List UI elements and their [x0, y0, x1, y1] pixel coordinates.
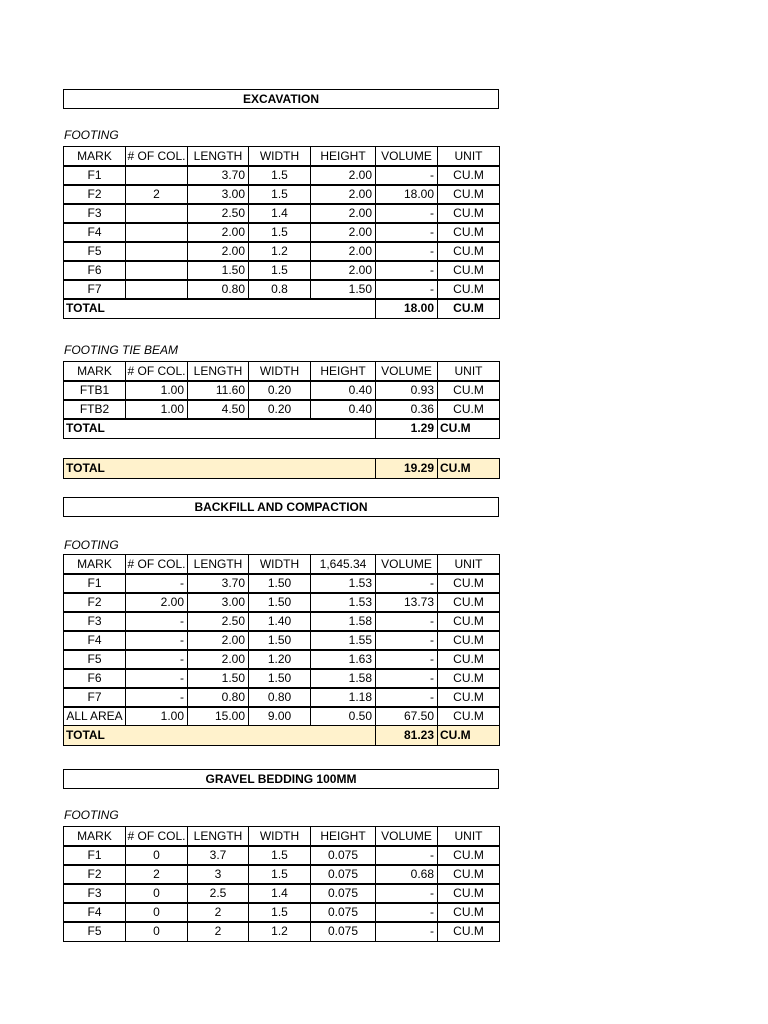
table-cell: CU.M [437, 592, 500, 613]
gravel-footing-label: FOOTING [64, 808, 119, 822]
table-cell [125, 165, 188, 186]
column-header: WIDTH [248, 361, 311, 382]
column-header: WIDTH [248, 826, 311, 847]
table-cell: 1.5 [248, 864, 311, 885]
column-header: HEIGHT [310, 146, 376, 167]
table-cell: F4 [63, 222, 126, 243]
table-cell: 1.50 [187, 668, 249, 689]
table-cell [125, 203, 188, 224]
table-cell: F3 [63, 883, 126, 904]
table-cell: 2.00 [310, 203, 376, 224]
table-cell: - [125, 687, 188, 708]
table-cell [125, 279, 188, 300]
column-header: MARK [63, 826, 126, 847]
table-cell: 0.50 [310, 706, 376, 727]
table-cell: 1.5 [248, 222, 311, 243]
column-header: HEIGHT [310, 361, 376, 382]
table-cell: 9.00 [248, 706, 311, 727]
table-cell: - [125, 573, 188, 594]
table-cell: 2 [187, 921, 249, 942]
table-cell: CU.M [437, 902, 500, 923]
table-cell: CU.M [437, 165, 500, 186]
table-cell: 2.50 [187, 203, 249, 224]
table-cell: 67.50 [375, 706, 438, 727]
total-unit: CU.M [437, 418, 500, 439]
table-cell: 0.8 [248, 279, 311, 300]
column-header: # OF COL. [125, 554, 188, 575]
table-cell: 1.5 [248, 260, 311, 281]
column-header: MARK [63, 554, 126, 575]
column-header: LENGTH [187, 361, 249, 382]
table-cell: 2.50 [187, 611, 249, 632]
table-cell: 0.075 [310, 902, 376, 923]
table-cell: F5 [63, 921, 126, 942]
gravel-title: GRAVEL BEDDING 100MM [63, 769, 499, 789]
table-cell: CU.M [437, 706, 500, 727]
table-cell: 0.36 [375, 399, 438, 420]
backfill-title: BACKFILL AND COMPACTION [63, 497, 499, 517]
table-cell: - [375, 921, 438, 942]
table-cell: 1.50 [248, 668, 311, 689]
column-header: # OF COL. [125, 826, 188, 847]
table-cell: 1.58 [310, 668, 376, 689]
table-cell: 15.00 [187, 706, 249, 727]
column-header: UNIT [437, 554, 500, 575]
table-cell: 0 [125, 921, 188, 942]
table-cell: 1.5 [248, 902, 311, 923]
table-cell: 2.00 [125, 592, 188, 613]
table-cell: 2.00 [187, 222, 249, 243]
excavation-tie-beam-label: FOOTING TIE BEAM [64, 343, 179, 357]
table-cell: 1.5 [248, 845, 311, 866]
table-cell: F7 [63, 687, 126, 708]
table-cell [125, 222, 188, 243]
table-cell: CU.M [437, 203, 500, 224]
table-cell: 2.00 [310, 260, 376, 281]
table-cell: F1 [63, 573, 126, 594]
table-cell: 0.075 [310, 921, 376, 942]
table-cell: - [125, 630, 188, 651]
table-cell: F2 [63, 184, 126, 205]
table-cell: FTB2 [63, 399, 126, 420]
grand-total-volume: 19.29 [375, 458, 438, 479]
backfill-footing-label: FOOTING [64, 538, 119, 552]
table-cell: 2.00 [187, 241, 249, 262]
table-cell: F3 [63, 203, 126, 224]
grand-total-unit: CU.M [437, 458, 500, 479]
table-cell: CU.M [437, 687, 500, 708]
table-cell: 4.50 [187, 399, 249, 420]
table-cell: 0.075 [310, 864, 376, 885]
table-cell: 2.00 [310, 222, 376, 243]
table-cell: - [375, 902, 438, 923]
table-cell: 0.40 [310, 380, 376, 401]
table-cell: 1.4 [248, 883, 311, 904]
column-header: # OF COL. [125, 146, 188, 167]
table-cell: 18.00 [375, 184, 438, 205]
table-cell: CU.M [437, 921, 500, 942]
table-cell: CU.M [437, 260, 500, 281]
table-cell: 0 [125, 845, 188, 866]
table-cell: CU.M [437, 279, 500, 300]
table-cell: 1.40 [248, 611, 311, 632]
table-cell: 0.20 [248, 399, 311, 420]
table-cell: - [375, 165, 438, 186]
table-cell: 0.80 [187, 687, 249, 708]
table-cell: CU.M [437, 399, 500, 420]
table-cell: F7 [63, 279, 126, 300]
table-cell: 13.73 [375, 592, 438, 613]
table-cell: 1.00 [125, 399, 188, 420]
table-cell: CU.M [437, 630, 500, 651]
table-cell: F4 [63, 902, 126, 923]
table-cell: 2.00 [310, 241, 376, 262]
table-cell: CU.M [437, 864, 500, 885]
table-cell: FTB1 [63, 380, 126, 401]
table-cell: 0.075 [310, 883, 376, 904]
table-cell: - [375, 611, 438, 632]
table-cell: - [375, 573, 438, 594]
table-cell: 1.00 [125, 706, 188, 727]
table-cell: F2 [63, 592, 126, 613]
table-cell: F4 [63, 630, 126, 651]
table-cell: CU.M [437, 573, 500, 594]
total-volume: 81.23 [375, 725, 438, 746]
table-cell: - [125, 611, 188, 632]
table-cell: 0.80 [248, 687, 311, 708]
table-cell: 0.80 [187, 279, 249, 300]
column-header: UNIT [437, 361, 500, 382]
table-cell: 3.00 [187, 184, 249, 205]
total-label: TOTAL [63, 418, 376, 439]
table-cell: 1.20 [248, 649, 311, 670]
table-cell: - [375, 241, 438, 262]
column-header: UNIT [437, 146, 500, 167]
table-cell: - [375, 883, 438, 904]
table-cell: - [375, 260, 438, 281]
column-header: MARK [63, 146, 126, 167]
table-cell: - [125, 649, 188, 670]
table-cell: 2.00 [187, 649, 249, 670]
table-cell: 1.50 [187, 260, 249, 281]
table-cell: 1.55 [310, 630, 376, 651]
table-cell: 1.5 [248, 165, 311, 186]
table-cell: 1.50 [248, 592, 311, 613]
table-cell: 2 [187, 902, 249, 923]
table-cell: 1.50 [248, 630, 311, 651]
table-cell: 1.53 [310, 573, 376, 594]
table-cell: 1.00 [125, 380, 188, 401]
column-header: VOLUME [375, 361, 438, 382]
table-cell: 1.58 [310, 611, 376, 632]
table-cell: 0.93 [375, 380, 438, 401]
table-cell: 0.20 [248, 380, 311, 401]
column-header: HEIGHT [310, 826, 376, 847]
table-cell: ALL AREA [63, 706, 126, 727]
table-cell: 0 [125, 902, 188, 923]
table-cell: - [375, 845, 438, 866]
table-cell: 1.63 [310, 649, 376, 670]
table-cell: - [375, 222, 438, 243]
column-header: UNIT [437, 826, 500, 847]
column-header: MARK [63, 361, 126, 382]
table-cell: 2.5 [187, 883, 249, 904]
total-label: TOTAL [63, 298, 376, 319]
table-cell: 3.00 [187, 592, 249, 613]
table-cell: 1.50 [248, 573, 311, 594]
total-unit: CU.M [437, 725, 500, 746]
table-cell: - [375, 649, 438, 670]
table-cell: 0.075 [310, 845, 376, 866]
table-cell: 11.60 [187, 380, 249, 401]
table-cell: CU.M [437, 184, 500, 205]
table-cell: 1.2 [248, 241, 311, 262]
column-header: # OF COL. [125, 361, 188, 382]
column-header: WIDTH [248, 146, 311, 167]
table-cell: - [375, 279, 438, 300]
excavation-footing-label: FOOTING [64, 128, 119, 142]
total-volume: 1.29 [375, 418, 438, 439]
total-unit: CU.M [437, 298, 500, 319]
table-cell: F6 [63, 668, 126, 689]
table-cell: F6 [63, 260, 126, 281]
table-cell: - [375, 630, 438, 651]
table-cell: 2.00 [187, 630, 249, 651]
table-cell: - [375, 203, 438, 224]
table-cell: CU.M [437, 845, 500, 866]
table-cell: F5 [63, 241, 126, 262]
table-cell: 1.53 [310, 592, 376, 613]
table-cell: 0.40 [310, 399, 376, 420]
table-cell: F2 [63, 864, 126, 885]
total-label: TOTAL [63, 725, 376, 746]
table-cell: CU.M [437, 668, 500, 689]
table-cell: CU.M [437, 222, 500, 243]
table-cell: 2 [125, 184, 188, 205]
table-cell: - [125, 668, 188, 689]
table-cell [125, 260, 188, 281]
column-header: VOLUME [375, 146, 438, 167]
table-cell: 1.2 [248, 921, 311, 942]
table-cell [125, 241, 188, 262]
column-header: LENGTH [187, 146, 249, 167]
column-header: VOLUME [375, 554, 438, 575]
table-cell: CU.M [437, 241, 500, 262]
table-cell: F1 [63, 845, 126, 866]
table-cell: CU.M [437, 611, 500, 632]
table-cell: 1.5 [248, 184, 311, 205]
table-cell: CU.M [437, 380, 500, 401]
table-cell: 0.68 [375, 864, 438, 885]
excavation-title: EXCAVATION [63, 89, 499, 109]
table-cell: 1.4 [248, 203, 311, 224]
table-cell: 3.70 [187, 165, 249, 186]
column-header: LENGTH [187, 554, 249, 575]
total-volume: 18.00 [375, 298, 438, 319]
column-header: WIDTH [248, 554, 311, 575]
table-cell: - [375, 687, 438, 708]
table-cell: 2 [125, 864, 188, 885]
table-cell: 3.7 [187, 845, 249, 866]
table-cell: 1.18 [310, 687, 376, 708]
column-header: LENGTH [187, 826, 249, 847]
table-cell: 1.50 [310, 279, 376, 300]
table-cell: F5 [63, 649, 126, 670]
table-cell: CU.M [437, 649, 500, 670]
table-cell: CU.M [437, 883, 500, 904]
table-cell: 3 [187, 864, 249, 885]
table-cell: 0 [125, 883, 188, 904]
table-cell: 3.70 [187, 573, 249, 594]
grand-total-label: TOTAL [63, 458, 376, 479]
table-cell: F1 [63, 165, 126, 186]
table-cell: F3 [63, 611, 126, 632]
table-cell: 2.00 [310, 165, 376, 186]
table-cell: - [375, 668, 438, 689]
column-header: VOLUME [375, 826, 438, 847]
table-cell: 2.00 [310, 184, 376, 205]
column-header: 1,645.34 [310, 554, 376, 575]
